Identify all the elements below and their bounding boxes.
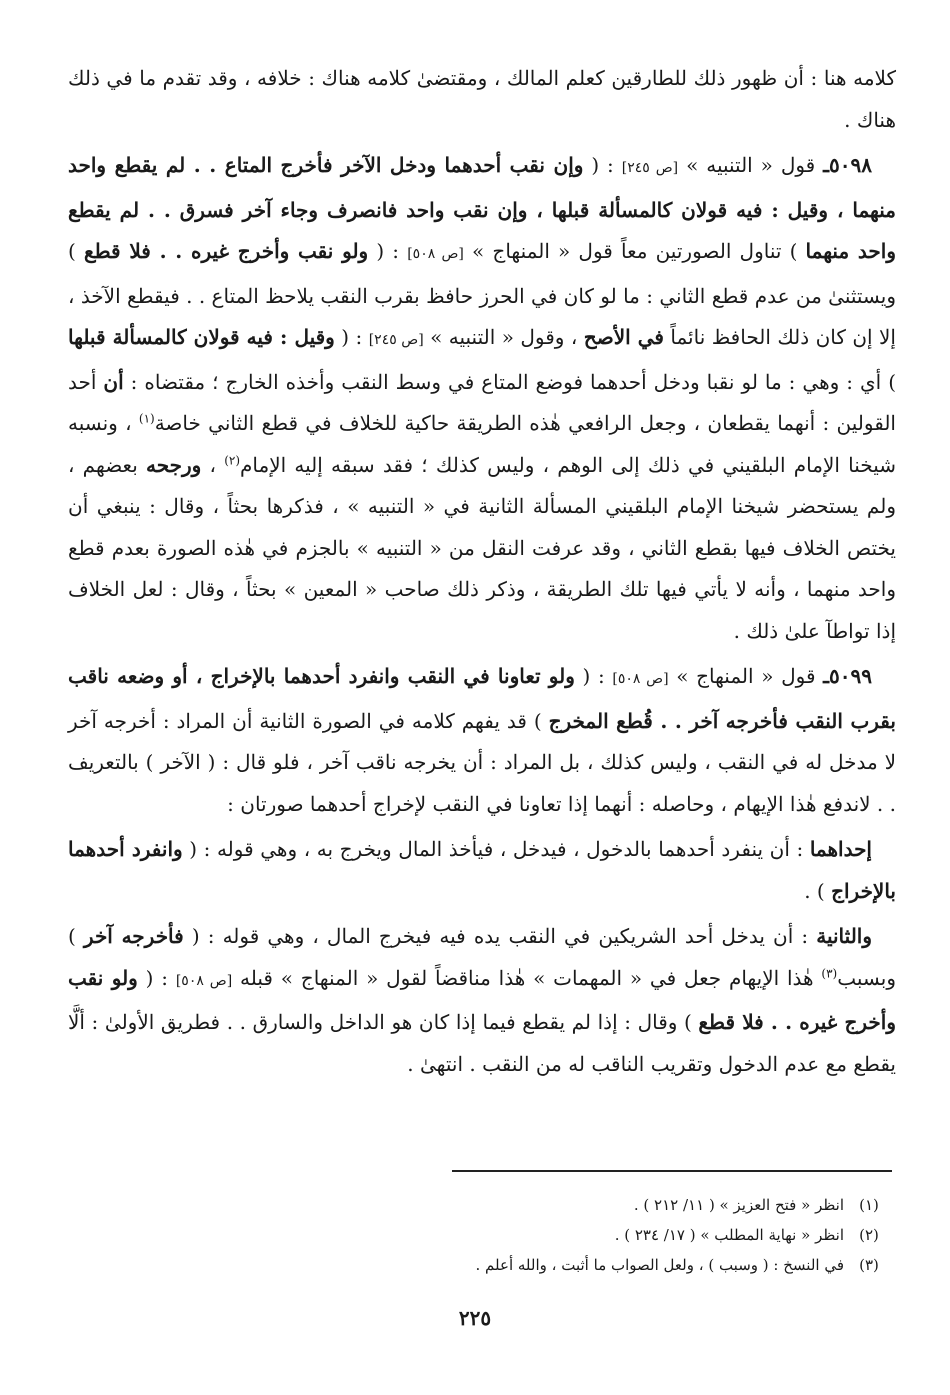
footnote-ref: (٢) — [224, 452, 241, 467]
main-text — [68, 58, 896, 1089]
footnote-text: في النسخ : ( وسبب ) ، ولعل الصواب ما أثبت ، والله أعلم . — [475, 1256, 844, 1274]
text-segment: ) وبسبب — [68, 924, 896, 990]
text-segment: : ( — [368, 239, 408, 263]
bold-segment: ٥٠٩٨ـ — [823, 153, 872, 177]
text-segment: ) . — [804, 878, 832, 903]
footnote-number: (٣) — [859, 1256, 879, 1274]
page-ref: [ص ٥٠٨] — [175, 972, 233, 989]
paragraph-issue-5099 — [68, 656, 896, 825]
footnote-text: انظر « نهاية المطلب » ( ١٧/ ٢٣٤ ) . — [614, 1226, 844, 1244]
bold-segment: والثانية — [816, 924, 872, 948]
paragraph-issue-5098 — [68, 145, 896, 652]
paragraph-continuation — [68, 58, 896, 141]
page-ref: [ص ٥٠٨] — [612, 671, 669, 687]
bold-segment: في الأصح — [583, 325, 664, 349]
text-segment: ، — [201, 452, 225, 477]
bold-segment: ٥٠٩٩ـ — [823, 664, 872, 688]
text-segment: ، وقول « التنبيه » — [423, 325, 584, 349]
text-segment: كلامه هنا : أن ظهور ذلك للطارقين كعلم المالك ، ومقتضىٰ كلامه هناك : خلافه ، وقد تقدم ما في ذلك هناك . — [68, 66, 896, 132]
page-ref: [ص ٢٤٥] — [621, 160, 679, 176]
text-segment: : ( — [334, 325, 369, 349]
footnote-ref: (١) — [138, 411, 155, 426]
paragraph-first-case — [68, 829, 896, 912]
text-segment: : أن ينفرد أحدهما بالدخول ، فيدخل ، فيأخذ المال ويخرج به ، وهي قوله : ( — [182, 837, 810, 861]
text-segment: ) قد يفهم كلامه في الصورة الثانية أن المراد : أخرجه آخر لا مدخل له في النقب ، وليس كذلك ، بل المراد : أن يخرجه ناقب آخر ، فلو قال : ( الآخر ) بالتعريف . . لاندفع هٰذا الإيهام ، وحاصله : أنهما إذا تعاونا في النقب لإخراج أحدهما صورتان : — [68, 708, 896, 816]
text-segment: : أن يدخل أحد الشريكين في النقب يده فيه فيخرج المال ، وهي قوله : ( — [183, 924, 817, 948]
footnote-ref: (٣) — [821, 965, 838, 980]
footnote-separator — [452, 1170, 892, 1172]
text-segment: : ( — [583, 153, 622, 177]
footnotes — [68, 1190, 894, 1280]
text-segment: أحد القولين : أنهما يقطعان ، وجعل الرافعي هٰذه الطريقة حاكية للخلاف في قطع الثاني خاصة — [68, 369, 896, 435]
bold-segment: أن — [103, 369, 124, 394]
text-segment: قول « التنبيه » — [678, 153, 824, 177]
bold-segment: ورجحه — [146, 452, 202, 477]
bold-segment: ولو تعاونا في النقب وانفرد أحدهما بالإخراج ، أو وضعه ناقب بقرب النقب فأخرجه آخر . . قُطع المخرج — [68, 664, 896, 733]
footnote-number: (١) — [859, 1196, 879, 1214]
page-ref: [ص ٥٠٨] — [407, 246, 464, 262]
bold-segment: وإن نقب أحدهما ودخل الآخر فأخرج المتاع . . لم يقطع واحد منهما ، وقيل : فيه قولان كالمسألة قبلها ، وإن نقب واحد فانصرف وجاء آخر فسرق . . لم يقطع واحد منهما — [68, 153, 896, 263]
text-segment: بعضهم ، ولم يستحضر شيخنا الإمام البلقيني المسألة الثانية في « التنبيه » ، فذكرها بحثاً ، وقال : ينبغي أن يختص الخلاف فيها بقطع الثاني ، وقد عرفت النقل من « التنبيه » بالجزم في هٰذه الصورة بعدم قطع واحد منهما ، وأنه لا يأتي فيها تلك الطريقة ، وذكر ذلك صاحب « المعين » بحثاً ، وقال : لعل الخلاف إذا تواطآ علىٰ ذلك . — [68, 452, 896, 643]
text-segment: قول « المنهاج » — [668, 664, 824, 688]
footnote — [68, 1250, 894, 1280]
bold-segment: فأخرجه آخر — [83, 924, 184, 948]
text-segment: ) تناول الصورتين معاً قول « المنهاج » — [463, 239, 806, 263]
text-segment: : ( — [574, 664, 613, 688]
bold-segment: وانفرد أحدهما بالإخراج — [68, 837, 896, 903]
bold-segment: إحداهما — [809, 837, 872, 861]
footnote — [68, 1220, 894, 1250]
bold-segment: ولو نقب وأخرج غيره . . فلا قطع — [68, 965, 896, 1034]
text-segment: : ( — [137, 965, 176, 990]
bold-segment: ولو نقب وأخرج غيره . . فلا قطع — [83, 239, 369, 263]
footnote-text: انظر « فتح العزيز » ( ١١/ ٢١٢ ) . — [633, 1196, 844, 1214]
text-segment: هٰذا الإيهام جعل في « المهمات » هٰذا مناقضاً لقول « المنهاج » قبله — [232, 965, 822, 990]
bold-segment: وقيل : فيه قولان كالمسألة قبلها — [68, 325, 335, 349]
paragraph-second-case — [68, 916, 896, 1085]
footnote-number: (٢) — [859, 1226, 879, 1244]
footnote — [68, 1190, 894, 1220]
page-number: ٢٢٥ — [458, 1306, 492, 1330]
text-segment: ) أي : وهي : ما لو نقبا ودخل أحدهما فوضع المتاع في وسط النقب وأخذه الخارج ؛ مقتضاه : — [123, 369, 896, 394]
text-segment: ، ونسبه شيخنا الإمام البلقيني في ذلك إلى الوهم ، وليس كذلك ؛ فقد سبقه إليه الإمام — [68, 411, 896, 477]
text-segment: ) ويستثنىٰ من عدم قطع الثاني : ما لو كان في الحرز حافظ بقرب النقب يلاحظ المتاع . . فيقطع الآخذ ، إلا إن كان ذلك الحافظ نائماً — [68, 239, 896, 349]
text-segment: ) وقال : إذا لم يقطع فيما إذا كان هو الداخل والسارق . . فطريق الأولىٰ : ألَّا يقطع مع عدم الدخول وتقريب الناقب له من النقب . انتهىٰ . — [68, 1010, 896, 1076]
page-ref: [ص ٢٤٥] — [368, 332, 424, 348]
